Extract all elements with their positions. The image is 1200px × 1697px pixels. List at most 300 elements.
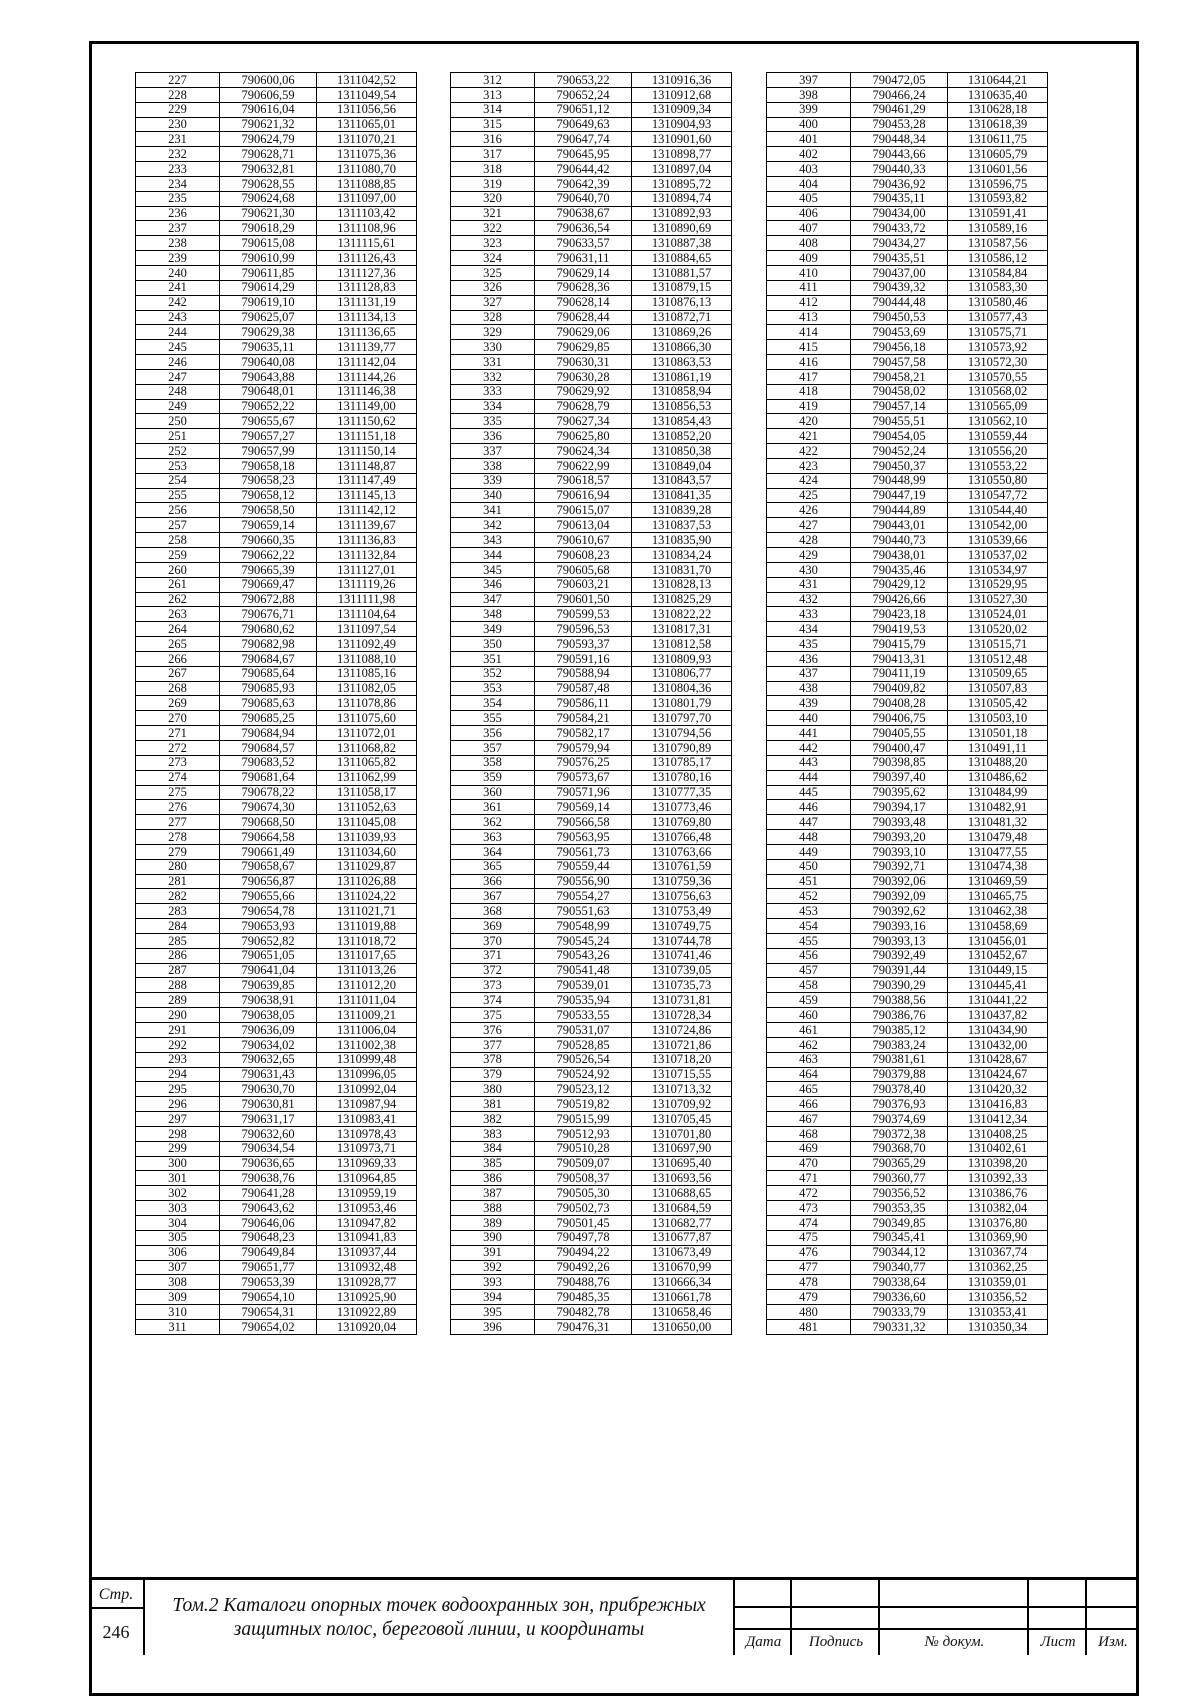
table-row [136,473,417,488]
y-coordinate-cell: 1310901,60 [632,132,732,147]
x-coordinate-cell: 790674,30 [220,800,317,815]
x-coordinate-cell: 790360,77 [851,1171,948,1186]
y-coordinate-cell: 1311132,84 [317,548,417,563]
table-row [451,1201,732,1216]
x-coordinate-cell: 790579,94 [535,740,632,755]
x-coordinate-cell: 790596,53 [535,622,632,637]
table-row [451,369,732,384]
y-coordinate-cell: 1311150,62 [317,414,417,429]
table-row [136,1141,417,1156]
table-row [767,176,1048,191]
point-number-cell: 306 [136,1245,220,1260]
table-row [767,1126,1048,1141]
point-number-cell: 227 [136,73,220,88]
x-coordinate-cell: 790349,85 [851,1215,948,1230]
y-coordinate-cell: 1310890,69 [632,221,732,236]
x-coordinate-cell: 790456,18 [851,340,948,355]
y-coordinate-cell: 1311126,43 [317,251,417,266]
x-coordinate-cell: 790586,11 [535,696,632,711]
table-row [767,280,1048,295]
x-coordinate-cell: 790448,34 [851,132,948,147]
y-coordinate-cell: 1311006,04 [317,1023,417,1038]
table-row [451,1230,732,1245]
y-coordinate-cell: 1310503,10 [948,711,1048,726]
y-coordinate-cell: 1310580,46 [948,295,1048,310]
y-coordinate-cell: 1310806,77 [632,666,732,681]
table-row [767,414,1048,429]
table-row [136,488,417,503]
y-coordinate-cell: 1310462,38 [948,904,1048,919]
point-number-cell: 363 [451,830,535,845]
table-row [451,518,732,533]
x-coordinate-cell: 790472,05 [851,73,948,88]
x-coordinate-cell: 790638,67 [535,206,632,221]
table-row [136,1275,417,1290]
y-coordinate-cell: 1311119,26 [317,577,417,592]
y-coordinate-cell: 1311013,26 [317,963,417,978]
signature-grid [735,1580,1139,1655]
x-coordinate-cell: 790526,54 [535,1052,632,1067]
point-number-cell: 405 [767,191,851,206]
x-coordinate-cell: 790345,41 [851,1230,948,1245]
table-row [136,800,417,815]
x-coordinate-cell: 790627,34 [535,414,632,429]
y-coordinate-cell: 1310539,66 [948,533,1048,548]
y-coordinate-cell: 1310644,21 [948,73,1048,88]
y-coordinate-cell: 1311151,18 [317,429,417,444]
y-coordinate-cell: 1310834,24 [632,548,732,563]
x-coordinate-cell: 790634,54 [220,1141,317,1156]
y-coordinate-cell: 1311088,10 [317,651,417,666]
point-number-cell: 414 [767,325,851,340]
y-coordinate-cell: 1310822,22 [632,607,732,622]
x-coordinate-cell: 790658,18 [220,458,317,473]
table-row [136,1215,417,1230]
x-coordinate-cell: 790638,05 [220,1008,317,1023]
table-row [767,1052,1048,1067]
table-row [136,963,417,978]
y-coordinate-cell: 1310568,02 [948,384,1048,399]
x-coordinate-cell: 790515,99 [535,1112,632,1127]
table-row [136,815,417,830]
y-coordinate-cell: 1310509,65 [948,666,1048,681]
table-row [136,1245,417,1260]
y-coordinate-cell: 1310491,11 [948,740,1048,755]
x-coordinate-cell: 790664,58 [220,830,317,845]
table-row [136,265,417,280]
x-coordinate-cell: 790660,35 [220,533,317,548]
x-coordinate-cell: 790684,67 [220,651,317,666]
point-number-cell: 346 [451,577,535,592]
table-row [767,1245,1048,1260]
table-row [767,963,1048,978]
table-row [767,399,1048,414]
x-coordinate-cell: 790559,44 [535,859,632,874]
table-row [136,325,417,340]
y-coordinate-cell: 1311078,86 [317,696,417,711]
x-coordinate-cell: 790684,94 [220,726,317,741]
point-number-cell: 304 [136,1215,220,1230]
y-coordinate-cell: 1310925,90 [317,1290,417,1305]
point-number-cell: 429 [767,548,851,563]
y-coordinate-cell: 1310350,34 [948,1319,1048,1334]
table-row [767,73,1048,88]
y-coordinate-cell: 1310701,80 [632,1126,732,1141]
point-number-cell: 396 [451,1319,535,1334]
point-number-cell: 369 [451,919,535,934]
y-coordinate-cell: 1311075,36 [317,147,417,162]
x-coordinate-cell: 790658,23 [220,473,317,488]
table-row [136,1156,417,1171]
x-coordinate-cell: 790392,06 [851,874,948,889]
x-coordinate-cell: 790640,70 [535,191,632,206]
y-coordinate-cell: 1310449,15 [948,963,1048,978]
x-coordinate-cell: 790635,11 [220,340,317,355]
table-row [136,518,417,533]
x-coordinate-cell: 790385,12 [851,1023,948,1038]
point-number-cell: 297 [136,1112,220,1127]
point-number-cell: 413 [767,310,851,325]
point-number-cell: 367 [451,889,535,904]
table-row [136,1290,417,1305]
point-number-cell: 253 [136,458,220,473]
point-number-cell: 349 [451,622,535,637]
x-coordinate-cell: 790636,65 [220,1156,317,1171]
point-number-cell: 416 [767,355,851,370]
y-coordinate-cell: 1311128,83 [317,280,417,295]
y-coordinate-cell: 1310804,36 [632,681,732,696]
x-coordinate-cell: 790379,88 [851,1067,948,1082]
y-coordinate-cell: 1310573,92 [948,340,1048,355]
table-row [767,1156,1048,1171]
table-row [136,859,417,874]
point-number-cell: 240 [136,265,220,280]
y-coordinate-cell: 1310728,34 [632,1008,732,1023]
y-coordinate-cell: 1310744,78 [632,933,732,948]
x-coordinate-cell: 790630,31 [535,355,632,370]
y-coordinate-cell: 1310445,41 [948,978,1048,993]
table-row [451,458,732,473]
point-number-cell: 246 [136,355,220,370]
table-row [451,919,732,934]
table-row [451,651,732,666]
y-coordinate-cell: 1311139,67 [317,518,417,533]
y-coordinate-cell: 1310835,90 [632,533,732,548]
x-coordinate-cell: 790435,51 [851,251,948,266]
x-coordinate-cell: 790628,36 [535,280,632,295]
table-row [451,73,732,88]
table-row [451,785,732,800]
y-coordinate-cell: 1311011,04 [317,993,417,1008]
table-row [136,87,417,102]
y-coordinate-cell: 1311068,82 [317,740,417,755]
table-row [767,206,1048,221]
table-row [767,1023,1048,1038]
y-coordinate-cell: 1311021,71 [317,904,417,919]
point-number-cell: 355 [451,711,535,726]
x-coordinate-cell: 790651,05 [220,948,317,963]
x-coordinate-cell: 790398,85 [851,755,948,770]
point-number-cell: 412 [767,295,851,310]
table-row [767,221,1048,236]
point-number-cell: 255 [136,488,220,503]
point-number-cell: 455 [767,933,851,948]
point-number-cell: 431 [767,577,851,592]
x-coordinate-cell: 790611,85 [220,265,317,280]
x-coordinate-cell: 790393,20 [851,830,948,845]
table-row [451,1275,732,1290]
point-number-cell: 333 [451,384,535,399]
x-coordinate-cell: 790510,28 [535,1141,632,1156]
x-coordinate-cell: 790365,29 [851,1156,948,1171]
x-coordinate-cell: 790409,82 [851,681,948,696]
point-number-cell: 232 [136,147,220,162]
y-coordinate-cell: 1310369,90 [948,1230,1048,1245]
y-coordinate-cell: 1310785,17 [632,755,732,770]
point-number-cell: 321 [451,206,535,221]
point-number-cell: 233 [136,162,220,177]
y-coordinate-cell: 1310434,90 [948,1023,1048,1038]
table-row [451,265,732,280]
table-row [451,978,732,993]
table-row [451,1126,732,1141]
point-number-cell: 273 [136,755,220,770]
point-number-cell: 291 [136,1023,220,1038]
table-row [136,1201,417,1216]
x-coordinate-cell: 790450,37 [851,458,948,473]
y-coordinate-cell: 1310858,94 [632,384,732,399]
x-coordinate-cell: 790497,78 [535,1230,632,1245]
table-row [767,1037,1048,1052]
table-row [451,325,732,340]
table-row [767,637,1048,652]
point-number-cell: 251 [136,429,220,444]
x-coordinate-cell: 790545,24 [535,933,632,948]
y-coordinate-cell: 1311058,17 [317,785,417,800]
x-coordinate-cell: 790651,12 [535,102,632,117]
point-number-cell: 285 [136,933,220,948]
y-coordinate-cell: 1310424,67 [948,1067,1048,1082]
y-coordinate-cell: 1310753,49 [632,904,732,919]
point-number-cell: 280 [136,859,220,874]
x-coordinate-cell: 790643,62 [220,1201,317,1216]
y-coordinate-cell: 1311111,98 [317,592,417,607]
x-coordinate-cell: 790436,92 [851,176,948,191]
point-number-cell: 283 [136,904,220,919]
table-row [767,251,1048,266]
table-row [767,444,1048,459]
table-row [451,533,732,548]
point-number-cell: 359 [451,770,535,785]
y-coordinate-cell: 1310843,57 [632,473,732,488]
point-number-cell: 383 [451,1126,535,1141]
table-row [136,1008,417,1023]
label-doc-no: № докум. [924,1634,985,1650]
point-number-cell: 394 [451,1290,535,1305]
y-coordinate-cell: 1310507,83 [948,681,1048,696]
point-number-cell: 457 [767,963,851,978]
table-row [451,859,732,874]
table-row [767,147,1048,162]
table-row [451,236,732,251]
table-row [767,948,1048,963]
table-row [451,355,732,370]
y-coordinate-cell: 1310912,68 [632,87,732,102]
x-coordinate-cell: 790453,28 [851,117,948,132]
point-number-cell: 389 [451,1215,535,1230]
x-coordinate-cell: 790576,25 [535,755,632,770]
point-number-cell: 474 [767,1215,851,1230]
point-number-cell: 250 [136,414,220,429]
x-coordinate-cell: 790658,50 [220,503,317,518]
y-coordinate-cell: 1310713,32 [632,1082,732,1097]
point-number-cell: 448 [767,830,851,845]
table-row [451,102,732,117]
table-row [136,236,417,251]
x-coordinate-cell: 790392,62 [851,904,948,919]
x-coordinate-cell: 790353,35 [851,1201,948,1216]
x-coordinate-cell: 790453,69 [851,325,948,340]
label-date: Дата [745,1634,782,1650]
table-row [136,295,417,310]
x-coordinate-cell: 790603,21 [535,577,632,592]
y-coordinate-cell: 1310759,36 [632,874,732,889]
y-coordinate-cell: 1310601,56 [948,162,1048,177]
x-coordinate-cell: 790631,43 [220,1067,317,1082]
table-row [136,548,417,563]
x-coordinate-cell: 790614,29 [220,280,317,295]
point-number-cell: 289 [136,993,220,1008]
y-coordinate-cell: 1310817,31 [632,622,732,637]
y-coordinate-cell: 1310587,56 [948,236,1048,251]
y-coordinate-cell: 1310879,15 [632,280,732,295]
point-number-cell: 239 [136,251,220,266]
point-number-cell: 269 [136,696,220,711]
y-coordinate-cell: 1311024,22 [317,889,417,904]
table-row [451,1215,732,1230]
x-coordinate-cell: 790606,59 [220,87,317,102]
x-coordinate-cell: 790634,02 [220,1037,317,1052]
table-row [451,1037,732,1052]
table-row [767,458,1048,473]
y-coordinate-cell: 1310584,84 [948,265,1048,280]
table-row [767,830,1048,845]
x-coordinate-cell: 790508,37 [535,1171,632,1186]
point-number-cell: 399 [767,102,851,117]
point-number-cell: 339 [451,473,535,488]
x-coordinate-cell: 790676,71 [220,607,317,622]
table-row [767,117,1048,132]
point-number-cell: 439 [767,696,851,711]
y-coordinate-cell: 1311009,21 [317,1008,417,1023]
table-row [451,251,732,266]
point-number-cell: 454 [767,919,851,934]
x-coordinate-cell: 790505,30 [535,1186,632,1201]
x-coordinate-cell: 790376,93 [851,1097,948,1112]
x-coordinate-cell: 790652,22 [220,399,317,414]
point-number-cell: 402 [767,147,851,162]
point-number-cell: 296 [136,1097,220,1112]
x-coordinate-cell: 790523,12 [535,1082,632,1097]
point-number-cell: 440 [767,711,851,726]
x-coordinate-cell: 790391,44 [851,963,948,978]
y-coordinate-cell: 1310983,41 [317,1112,417,1127]
y-coordinate-cell: 1311136,83 [317,533,417,548]
y-coordinate-cell: 1311029,87 [317,859,417,874]
point-number-cell: 372 [451,963,535,978]
table-row [451,1319,732,1334]
table-row [136,117,417,132]
y-coordinate-cell: 1311134,13 [317,310,417,325]
x-coordinate-cell: 790613,04 [535,518,632,533]
point-number-cell: 357 [451,740,535,755]
point-number-cell: 470 [767,1156,851,1171]
point-number-cell: 428 [767,533,851,548]
point-number-cell: 302 [136,1186,220,1201]
x-coordinate-cell: 790652,24 [535,87,632,102]
x-coordinate-cell: 790630,28 [535,369,632,384]
y-coordinate-cell: 1310932,48 [317,1260,417,1275]
point-number-cell: 459 [767,993,851,1008]
point-number-cell: 441 [767,726,851,741]
y-coordinate-cell: 1310904,93 [632,117,732,132]
y-coordinate-cell: 1310849,04 [632,458,732,473]
y-coordinate-cell: 1311002,38 [317,1037,417,1052]
table-row [767,1275,1048,1290]
table-row [451,562,732,577]
table-row [767,236,1048,251]
x-coordinate-cell: 790621,30 [220,206,317,221]
point-number-cell: 307 [136,1260,220,1275]
x-coordinate-cell: 790338,64 [851,1275,948,1290]
table-row [767,518,1048,533]
table-row [451,1008,732,1023]
y-coordinate-cell: 1310618,39 [948,117,1048,132]
point-number-cell: 244 [136,325,220,340]
x-coordinate-cell: 790333,79 [851,1305,948,1320]
table-row [136,592,417,607]
y-coordinate-cell: 1310356,52 [948,1290,1048,1305]
table-row [451,800,732,815]
y-coordinate-cell: 1310465,75 [948,889,1048,904]
y-coordinate-cell: 1310969,33 [317,1156,417,1171]
x-coordinate-cell: 790356,52 [851,1186,948,1201]
point-number-cell: 449 [767,844,851,859]
x-coordinate-cell: 790656,87 [220,874,317,889]
point-number-cell: 286 [136,948,220,963]
x-coordinate-cell: 790605,68 [535,562,632,577]
table-row [451,280,732,295]
x-coordinate-cell: 790561,73 [535,844,632,859]
y-coordinate-cell: 1310839,28 [632,503,732,518]
y-coordinate-cell: 1310773,46 [632,800,732,815]
y-coordinate-cell: 1310362,25 [948,1260,1048,1275]
point-number-cell: 368 [451,904,535,919]
table-row [767,1186,1048,1201]
point-number-cell: 300 [136,1156,220,1171]
y-coordinate-cell: 1310761,59 [632,859,732,874]
x-coordinate-cell: 790393,48 [851,815,948,830]
table-row [767,592,1048,607]
table-row [451,162,732,177]
point-number-cell: 256 [136,503,220,518]
table-row [451,889,732,904]
y-coordinate-cell: 1310367,74 [948,1245,1048,1260]
x-coordinate-cell: 790569,14 [535,800,632,815]
point-number-cell: 334 [451,399,535,414]
table-row [136,399,417,414]
table-row [136,458,417,473]
